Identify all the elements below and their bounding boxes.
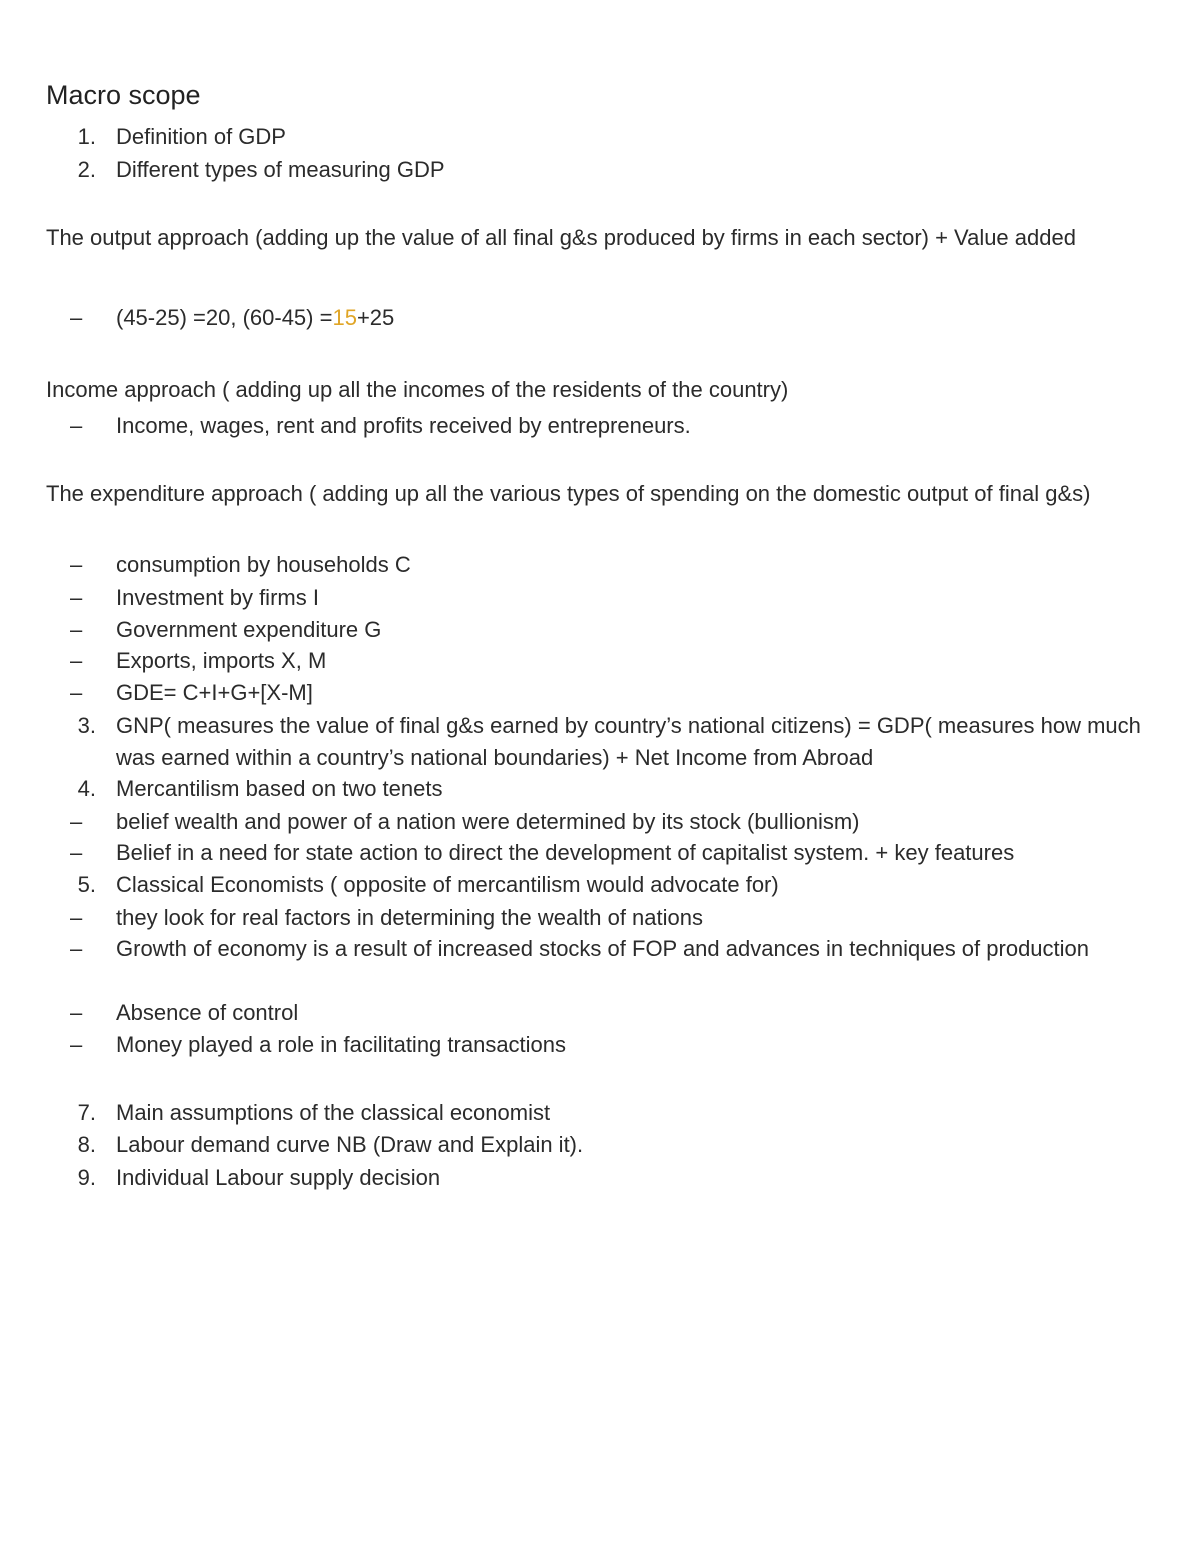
list-item [0, 645, 1200, 677]
dash-bullet: – [70, 905, 83, 930]
calc-part: +25 [356, 305, 395, 330]
list-item-text: Individual Labour supply decision [116, 1165, 441, 1190]
calc-part: (45-25) =20, (60-45) = [116, 305, 333, 330]
list-item-text: Absence of control [116, 1000, 299, 1025]
list-number: 2. [77, 157, 96, 182]
dash-bullet: – [70, 680, 83, 705]
list-item-text: Definition of GDP [116, 124, 286, 149]
list-item [0, 997, 1200, 1029]
list-item-text: Income, wages, rent and profits received by entrepreneurs. [116, 413, 691, 438]
page-title: Macro scope [46, 80, 201, 110]
list-item [0, 549, 1200, 581]
dash-bullet: – [70, 840, 83, 865]
dash-bullet: – [70, 617, 83, 642]
list-number: 1. [77, 124, 96, 149]
dash-bullet: – [70, 1032, 83, 1057]
list-item-text: consumption by households C [116, 552, 411, 577]
list-item-text: GNP( measures the value of final g&s earned by country’s national citizens) = GDP( measures how much was earned within a country’s national boundaries) + Net Income from Abroad [116, 713, 1141, 770]
list-item-text: Classical Economists ( opposite of mercantilism would advocate for) [116, 872, 779, 897]
list-item [0, 1029, 1200, 1061]
list-item-text: they look for real factors in determining the wealth of nations [116, 905, 703, 930]
list-item-text: Investment by firms I [116, 585, 319, 610]
list-item [0, 837, 1200, 869]
list-item [0, 582, 1200, 614]
list-item [0, 302, 1200, 334]
list-item [0, 902, 1200, 934]
list-item [0, 677, 1200, 709]
value-added-calculation [116, 302, 1156, 334]
list-number: 8. [77, 1132, 96, 1157]
list-item-text: belief wealth and power of a nation were determined by its stock (bullionism) [116, 809, 860, 834]
dash-bullet: – [70, 648, 83, 673]
list-item [0, 614, 1200, 646]
list-number: 7. [77, 1100, 96, 1125]
list-item [0, 1162, 1200, 1194]
list-item [0, 121, 1200, 153]
dash-bullet: – [70, 936, 83, 961]
expenditure-approach-heading: The expenditure approach ( adding up all the various types of spending on the domestic output of final g&s) [46, 481, 1091, 506]
dash-bullet: – [70, 413, 83, 438]
list-item [0, 773, 1200, 805]
list-item-text: Growth of economy is a result of increased stocks of FOP and advances in techniques of production [116, 936, 1090, 961]
list-item-text: Main assumptions of the classical economist [116, 1100, 551, 1125]
list-item-text: Mercantilism based on two tenets [116, 776, 443, 801]
list-item-text: Exports, imports X, M [116, 648, 327, 673]
list-item [0, 154, 1200, 186]
dash-bullet: – [70, 809, 83, 834]
list-number: 4. [77, 776, 96, 801]
list-item [0, 710, 1200, 774]
list-item [0, 806, 1200, 838]
list-item [0, 1097, 1200, 1129]
list-item-text: GDE= C+I+G+[X-M] [116, 680, 313, 705]
list-item [0, 410, 1200, 442]
dash-bullet: – [70, 552, 83, 577]
dash-bullet: – [70, 1000, 83, 1025]
output-approach-heading: The output approach (adding up the value of all final g&s produced by firms in each sector) + Value added [46, 225, 1076, 250]
list-item-text: Government expenditure G [116, 617, 382, 642]
list-item [0, 869, 1200, 901]
highlighted-value: 15 [332, 305, 357, 330]
list-item [0, 933, 1200, 997]
income-approach-heading: Income approach ( adding up all the incomes of the residents of the country) [46, 377, 789, 402]
list-item-text: Money played a role in facilitating transactions [116, 1032, 567, 1057]
list-item [0, 1129, 1200, 1161]
list-number: 3. [77, 713, 96, 738]
list-item-text: Labour demand curve NB (Draw and Explain it). [116, 1132, 584, 1157]
list-item-text: Different types of measuring GDP [116, 157, 445, 182]
dash-bullet: – [70, 305, 83, 330]
list-number: 9. [77, 1165, 96, 1190]
list-number: 5. [77, 872, 96, 897]
list-item-text: Belief in a need for state action to direct the development of capitalist system. + key features [116, 840, 1015, 865]
dash-bullet: – [70, 585, 83, 610]
